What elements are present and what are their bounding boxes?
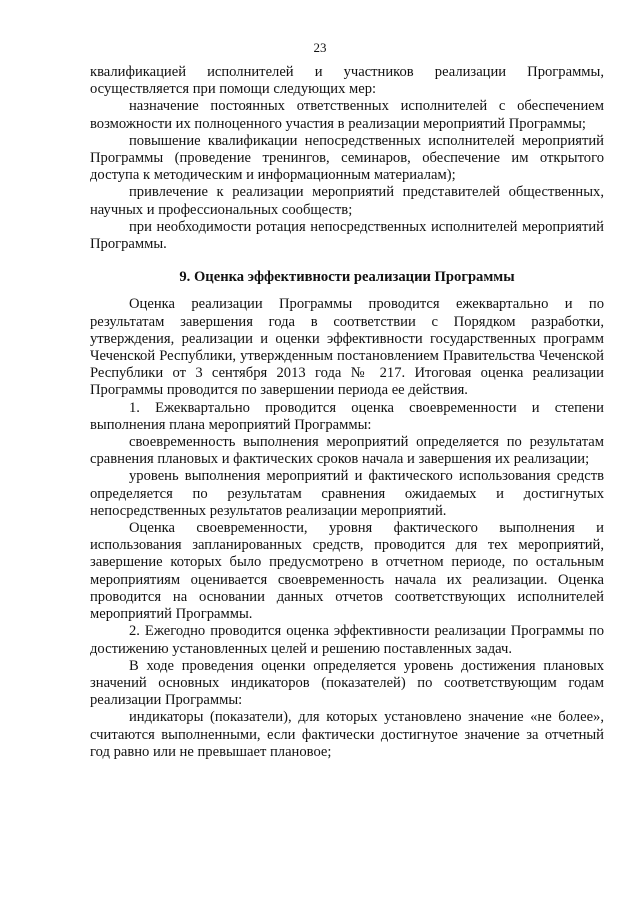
paragraph-indicator-level: В ходе проведения оценки определяется уровень достижения плановых значений основных индикаторов (показателей) по соответствующим годам реализации Программы:	[90, 657, 604, 709]
paragraph-evaluation-overview: Оценка реализации Программы проводится ежеквартально и по результатам завершения года в соответствии с Порядком разработки, утверждения, реализации и оценки эффективности государственных программ Чеченской Республики, утвержденным постановлением Правительства Чеченской Республики от 3 сентября 2013 года № 217. Итоговая оценка реализации Программы проводится по завершении периода ее действия.	[90, 296, 604, 399]
page-number: 23	[313, 40, 327, 55]
section-heading: 9. Оценка эффективности реализации Программы	[179, 269, 515, 286]
paragraph-evaluation-scope: Оценка своевременности, уровня фактического выполнения и использования запланированных средств, проводится для тех мероприятий, завершение которых было предусмотрено в отчетном периоде, по остальным мероприятиям оценивается своевременность начала их реализации. Оценка проводится на основании данных отчетов соответствующих исполнителей мероприятий Программы.	[90, 520, 604, 623]
paragraph-indicators-not-more: индикаторы (показатели), для которых установлено значение «не более», считаются выполненными, если фактически достигнутое значение за отчетный год равно или не превышает плановое;	[90, 709, 604, 760]
paragraph-measure-involvement: привлечение к реализации мероприятий представителей общественных, научных и профессиональных сообществ;	[90, 184, 604, 218]
paragraph-measures-intro: квалификацией исполнителей и участников реализации Программы, осуществляется при помощи следующих мер:	[90, 64, 604, 98]
paragraph-quarterly-evaluation: 1. Ежеквартально проводится оценка своевременности и степени выполнения плана мероприятий Программы:	[90, 399, 604, 433]
paragraph-timeliness: своевременность выполнения мероприятий определяется по результатам сравнения плановых и фактических сроков начала и завершения их реализации;	[90, 434, 604, 468]
paragraph-measure-rotation: при необходимости ротация непосредственных исполнителей мероприятий Программы.	[90, 218, 604, 253]
paragraph-annual-evaluation: 2. Ежегодно проводится оценка эффективности реализации Программы по достижению установленных целей и решению поставленных задач.	[90, 623, 604, 657]
paragraph-execution-level: уровень выполнения мероприятий и фактического использования средств определяется по результатам сравнения ожидаемых и достигнутых непосредственных результатов реализации мероприятий.	[90, 468, 604, 519]
paragraph-measure-appointment: назначение постоянных ответственных исполнителей с обеспечением возможности их полноценного участия в реализации мероприятий Программы;	[90, 98, 604, 132]
paragraph-measure-qualification: повышение квалификации непосредственных исполнителей мероприятий Программы (проведение тренингов, семинаров, обеспечение им открытого доступа к методическим и информационным материалам);	[90, 132, 604, 184]
document-body	[90, 64, 604, 761]
